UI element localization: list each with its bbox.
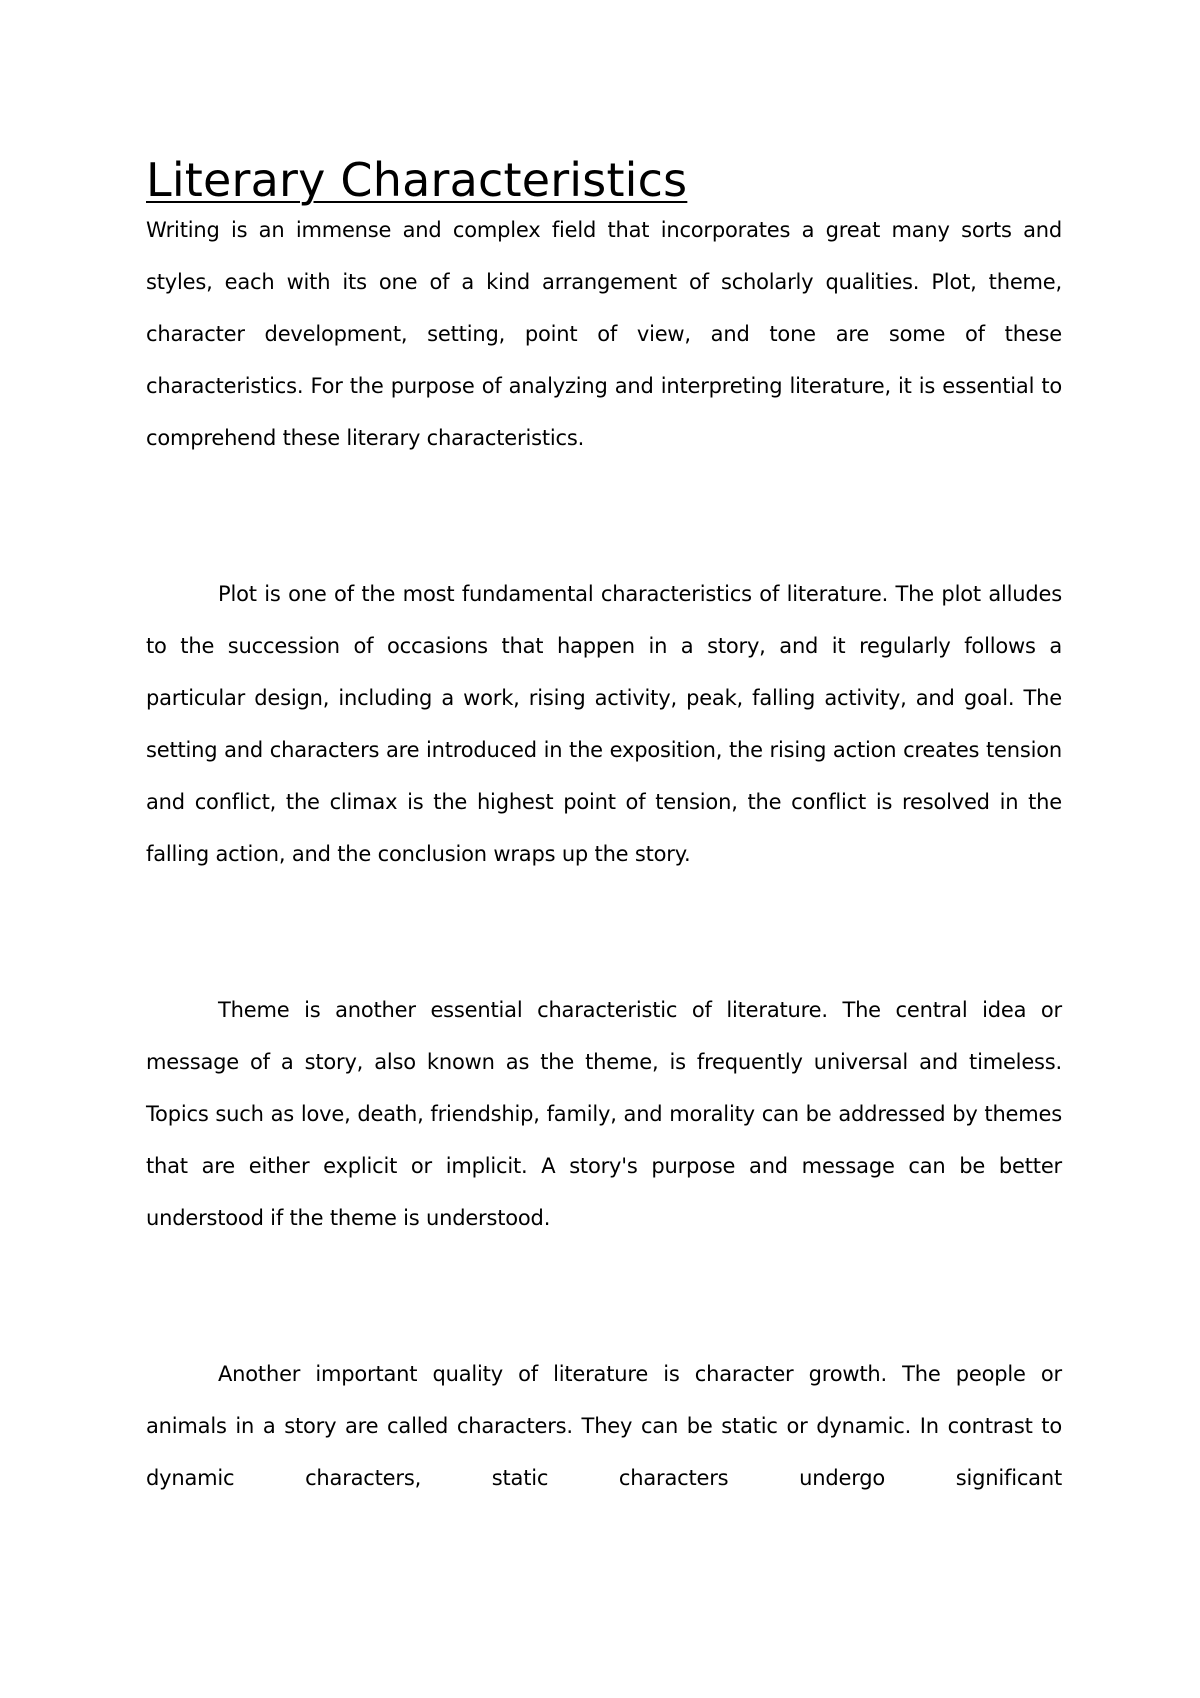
document-body	[146, 150, 1062, 1504]
paragraph-theme: Theme is another essential characteristic of literature. The central idea or message of a story, also known as the theme, is frequently universal and timeless. Topics such as love, death, friendship, family, and morality can be addressed by themes that are either explicit or implicit. A story's purpose and message can be better understood if the theme is understood.	[146, 998, 1062, 1230]
paragraph-introduction: Writing is an immense and complex field that incorporates a great many sorts and styles, each with its one of a kind arrangement of scholarly qualities. Plot, theme, character development, setting, point of view, and tone are some of these characteristics. For the purpose of analyzing and interpreting literature, it is essential to comprehend these literary characteristics.	[146, 218, 1062, 450]
document-title: Literary Characteristics	[146, 153, 688, 207]
paragraph-character-growth: Another important quality of literature is character growth. The people or animals in a story are called characters. They can be static or dynamic. In contrast to dynamic characters, static characters undergo significant	[146, 1362, 1062, 1490]
paragraph-plot: Plot is one of the most fundamental characteristics of literature. The plot alludes to the succession of occasions that happen in a story, and it regularly follows a particular design, including a work, rising activity, peak, falling activity, and goal. The setting and characters are introduced in the exposition, the rising action creates tension and conflict, the climax is the highest point of tension, the conflict is resolved in the falling action, and the conclusion wraps up the story.	[146, 582, 1062, 866]
